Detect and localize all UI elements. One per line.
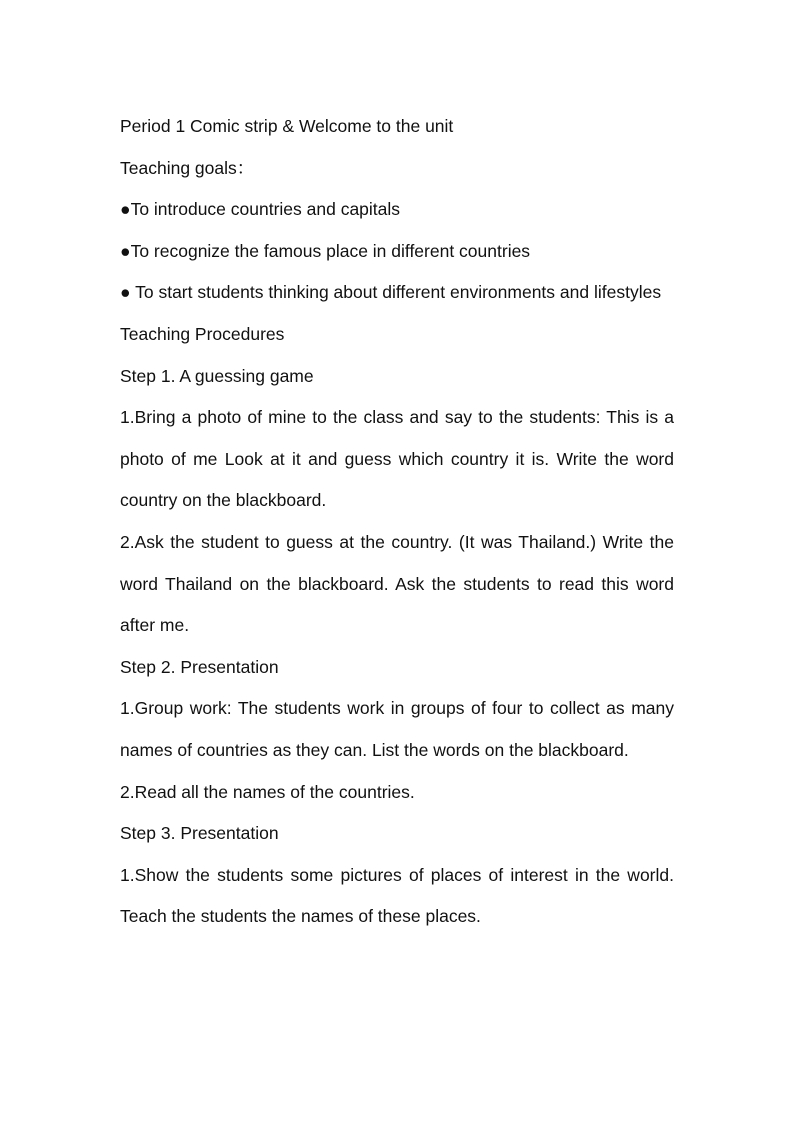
step-item: 1.Show the students some pictures of places of interest in the world. Teach the students the names of these places. xyxy=(120,864,674,927)
goal-item: ●To recognize the famous place in different countries xyxy=(120,240,531,261)
teaching-procedures-heading: Teaching Procedures xyxy=(120,323,285,344)
step-item: 2.Ask the student to guess at the country. (It was Thailand.) Write the word Thailand on the blackboard. Ask the students to read this word after me. xyxy=(120,531,674,636)
goal-item: ●To introduce countries and capitals xyxy=(120,199,401,220)
step-heading: Step 1. A guessing game xyxy=(120,365,314,386)
step-item: 1.Group work: The students work in groups of four to collect as many names of countries as they can. List the words on the blackboard. xyxy=(120,698,674,760)
step-heading: Step 3. Presentation xyxy=(120,823,279,844)
step-heading: Step 2. Presentation xyxy=(120,656,279,677)
goal-item: ● To start students thinking about different environments and lifestyles xyxy=(120,282,662,303)
lesson-title: Period 1 Comic strip & Welcome to the unit xyxy=(120,116,454,136)
step-item: 1.Bring a photo of mine to the class and say to the students: This is a photo of me Look at it and guess which country it is. Write the word country on the blackboard. xyxy=(120,407,674,511)
teaching-goals-heading: Teaching goals： xyxy=(120,157,255,178)
document-body xyxy=(120,106,674,938)
step-item: 2.Read all the names of the countries. xyxy=(120,781,415,802)
